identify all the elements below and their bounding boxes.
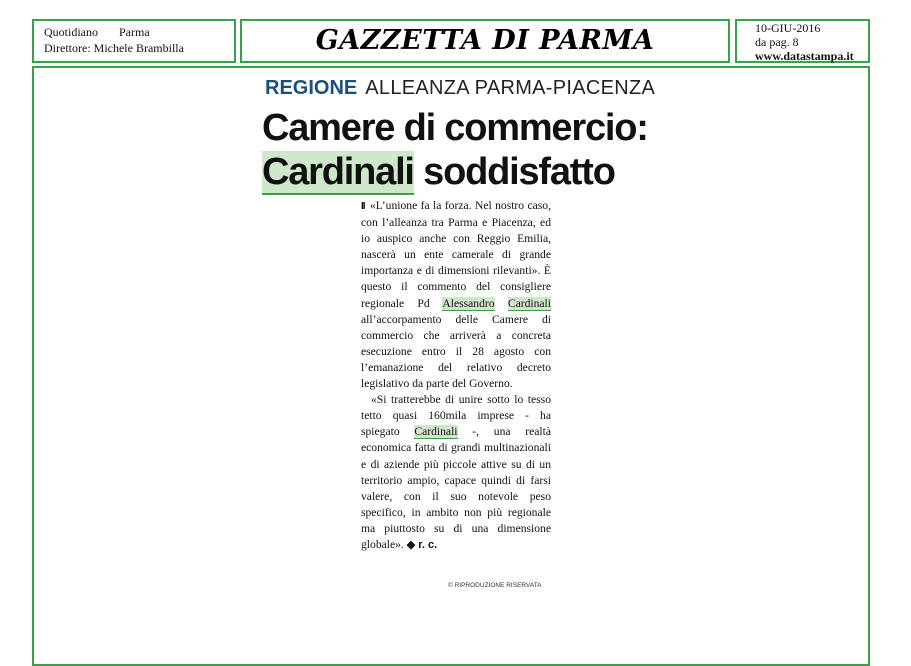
director: Direttore: Michele Brambilla <box>44 41 184 55</box>
paragraph-1: II «L’unione fa la forza. Nel nostro caso, con l’alleanza tra Parma e Piacenza, ed io auspico anche con Reggio Emilia, nascerà un ente camerale di grande importanza e di dimensioni rilevanti». È questo il commento del consigliere regionale Pd Alessandro Cardinali all’accorpamento delle Camere di commercio che arriverà a concreta esecuzione entro il 28 agosto con l’emanazione del relativo decreto legislativo da parte del Governo. <box>361 199 551 391</box>
headline-line-1: Camere di commercio: <box>262 107 648 149</box>
publication-date: 10-GIU-2016 <box>755 21 821 35</box>
masthead-logo: GAZZETTA DI PARMA <box>315 25 655 56</box>
header-info-box <box>32 19 236 63</box>
highlighted-first-name: Alessandro <box>442 296 495 310</box>
kicker <box>265 77 655 100</box>
page-reference: da pag. 8 <box>755 35 799 49</box>
headline-line-2 <box>262 150 648 194</box>
article-marker: II <box>361 201 365 212</box>
masthead-box <box>240 19 730 63</box>
header-date-box <box>735 19 870 63</box>
highlighted-surname-2: Cardinali <box>414 425 458 439</box>
publication-city: Parma <box>119 25 150 39</box>
paragraph-2: «Si tratterebbe di unire sotto lo tesso tetto quasi 160mila imprese - ha spiegato Cardinali -, una realtà economica fatta di grandi multinazionali e di aziende più piccole attive su di un territorio ampio, capace quindi di farsi valere, con il suo notevole peso specifico, in ambito non più regionale ma piuttosto su di una dimensione globale». ◆ r. c. <box>361 393 551 551</box>
headline <box>262 106 648 194</box>
highlighted-name: Cardinali <box>262 151 414 193</box>
copyright-notice: © RIPRODUZIONE RISERVATA <box>448 582 542 589</box>
topic-label: ALLEANZA PARMA-PIACENZA <box>365 77 656 99</box>
byline: ◆ r. c. <box>406 538 438 551</box>
headline-rest: soddisfatto <box>413 151 615 193</box>
highlighted-surname: Cardinali <box>507 296 551 310</box>
website-link[interactable]: www.datastampa.it <box>755 49 854 63</box>
article-body <box>361 198 551 553</box>
publication-type: Quotidiano <box>44 25 98 39</box>
section-label: REGIONE <box>265 77 358 99</box>
